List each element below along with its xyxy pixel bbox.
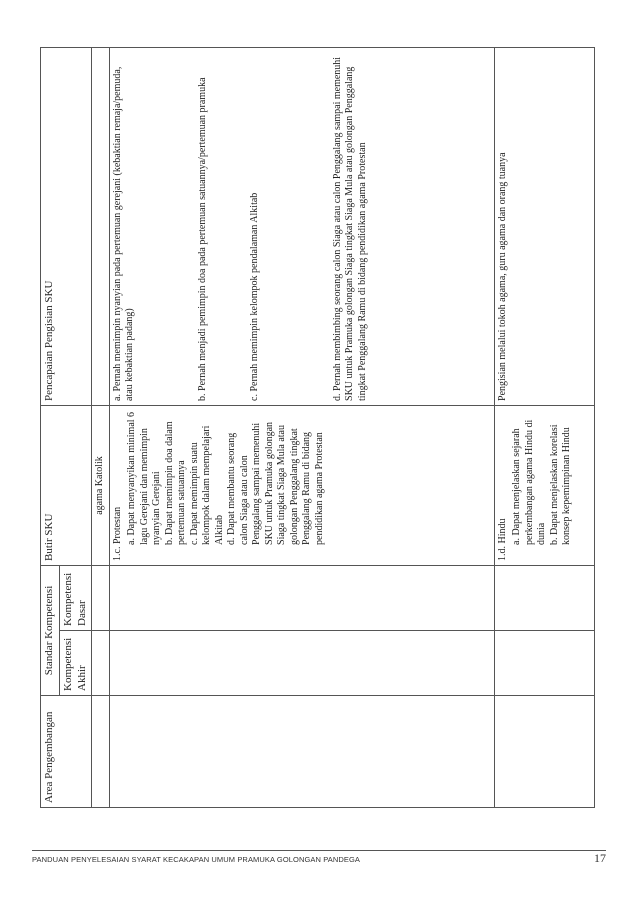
butir-cell [109, 405, 494, 565]
list-item: a. Dapat menyanyikan minimal 6 lagu Gerejani dan memimpin nyanyian Gerejani [126, 411, 163, 545]
page-footer [32, 850, 606, 873]
dasar-cell [109, 565, 494, 630]
header-kompetensi-akhir: Kompetensi Akhir [59, 631, 92, 696]
butir-title: 1.c. Protestan [111, 506, 123, 561]
list-item: c. Pernah memimpin kelompok pendalaman Alkitab [249, 192, 261, 401]
butir-title: 1.d. Hindu [496, 518, 508, 561]
footer-title: PANDUAN PENYELESAIAN SYARAT KECAKAPAN UMUM PRAMUKA GOLONGAN PANDEGA [32, 855, 361, 864]
area-cell [494, 696, 594, 808]
carry-area-cell [92, 696, 110, 808]
carry-dasar-cell [92, 565, 110, 630]
table-row-protestan [109, 47, 494, 807]
header-kompetensi-dasar: Kompetensi Dasar [59, 565, 92, 630]
carry-pencapaian-cell [92, 47, 110, 405]
list-item: b. Pernah menjadi pemimpin doa pada pertemuan satuannya/pertemuan pramuka [196, 77, 208, 401]
header-standar-kompetensi: Standar Kompetensi [41, 565, 60, 695]
carry-akhir-cell [92, 631, 110, 696]
list-item: a. Dapat menjelaskan sejarah perkembangan agama Hindu di dunia [511, 419, 548, 545]
table-row-hindu [494, 47, 594, 807]
list-item: a. Pernah memimpin nyanyian pada pertemuan gerejani (kebaktian remaja/pemuda, atau kebaktian padang) [111, 66, 136, 401]
pencapaian-cell: Pengisian melalui tokoh agama, guru agama dan orang tuanya [494, 47, 594, 405]
header-area: Area Pengembangan [41, 696, 92, 808]
page-number: 17 [594, 851, 606, 865]
carry-over-row [92, 47, 110, 807]
list-item: d. Pernah membimbing seorang calon Siaga atau calon Penggalang sampai memenuhi SKU untuk Pramuka golongan Siaga tingkat Siaga Mula atau golongan Penggalang tingkat Penggalang Ramu di bidang pendidikan agama Protestan [331, 56, 368, 401]
butir-list [511, 410, 574, 561]
header-row-1 [41, 47, 60, 807]
area-cell [109, 696, 494, 808]
butir-cell [494, 405, 594, 565]
list-item: b. Dapat memimpin doa dalam pertemuan satuannya [163, 421, 188, 545]
rotated-page-content [40, 48, 595, 808]
header-butir-sku: Butir SKU [41, 405, 92, 565]
list-item: d. Dapat membantu seorang calon Siaga atau calon Penggalang sampai memenuhi SKU untuk Pramuka golongan Siaga tingkat Siaga Mula atau golongan Penggalang tingkat Penggalang Ramu di bidang pendidikan agama Protestan [226, 421, 325, 545]
butir-list [126, 410, 326, 561]
header-pencapaian: Pencapaian Pengisian SKU [41, 47, 92, 405]
list-item: b. Dapat menjelaskan korelasi konsep kepemimpinan Hindu [548, 424, 573, 545]
sku-table [40, 47, 595, 808]
akhir-cell [109, 631, 494, 696]
akhir-cell [494, 631, 594, 696]
pencapaian-cell [109, 47, 494, 405]
carry-butir-cell: agama Katolik [92, 405, 110, 565]
list-item: c. Dapat memimpin suatu kelompok dalam mempelajari Alkitab [188, 425, 225, 545]
dasar-cell [494, 565, 594, 630]
